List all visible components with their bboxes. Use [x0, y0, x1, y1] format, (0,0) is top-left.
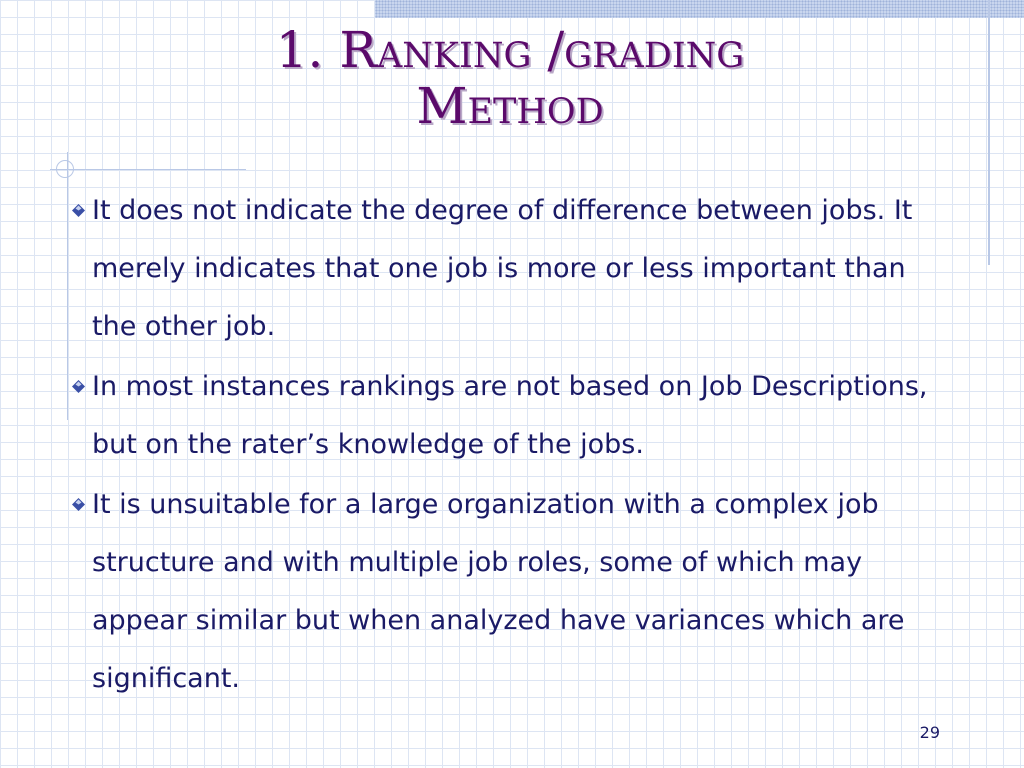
- bullet-text: It does not indicate the degree of difference between jobs. It merely indicates that one job is more or less important than the other job.: [92, 195, 913, 342]
- bullet-item: [72, 182, 942, 356]
- bullet-item: [72, 358, 942, 474]
- left-decorative-hline: [50, 169, 246, 170]
- bullet-item: [72, 476, 942, 708]
- left-decorative-vline: [67, 152, 68, 420]
- slide-title-line-2: Method: [416, 77, 604, 135]
- corner-circle-ornament: [56, 160, 74, 178]
- page-number: 29: [919, 723, 940, 742]
- top-decorative-band: [375, 0, 1024, 18]
- diamond-bullet-icon: [72, 380, 85, 393]
- bullet-text: It is unsuitable for a large organization with a complex job structure and with multiple job roles, some of which may appear similar but when analyzed have variances which are significant.: [92, 489, 905, 694]
- slide-title-line-1: 1. Ranking /grading: [275, 21, 745, 79]
- diamond-bullet-icon: [72, 204, 85, 217]
- diamond-bullet-icon: [72, 498, 85, 511]
- bullet-list: [72, 182, 942, 710]
- bullet-text: In most instances rankings are not based on Job Descriptions, but on the rater’s knowledge of the jobs.: [92, 371, 928, 460]
- slide-title: [110, 22, 910, 134]
- right-decorative-line: [988, 0, 990, 265]
